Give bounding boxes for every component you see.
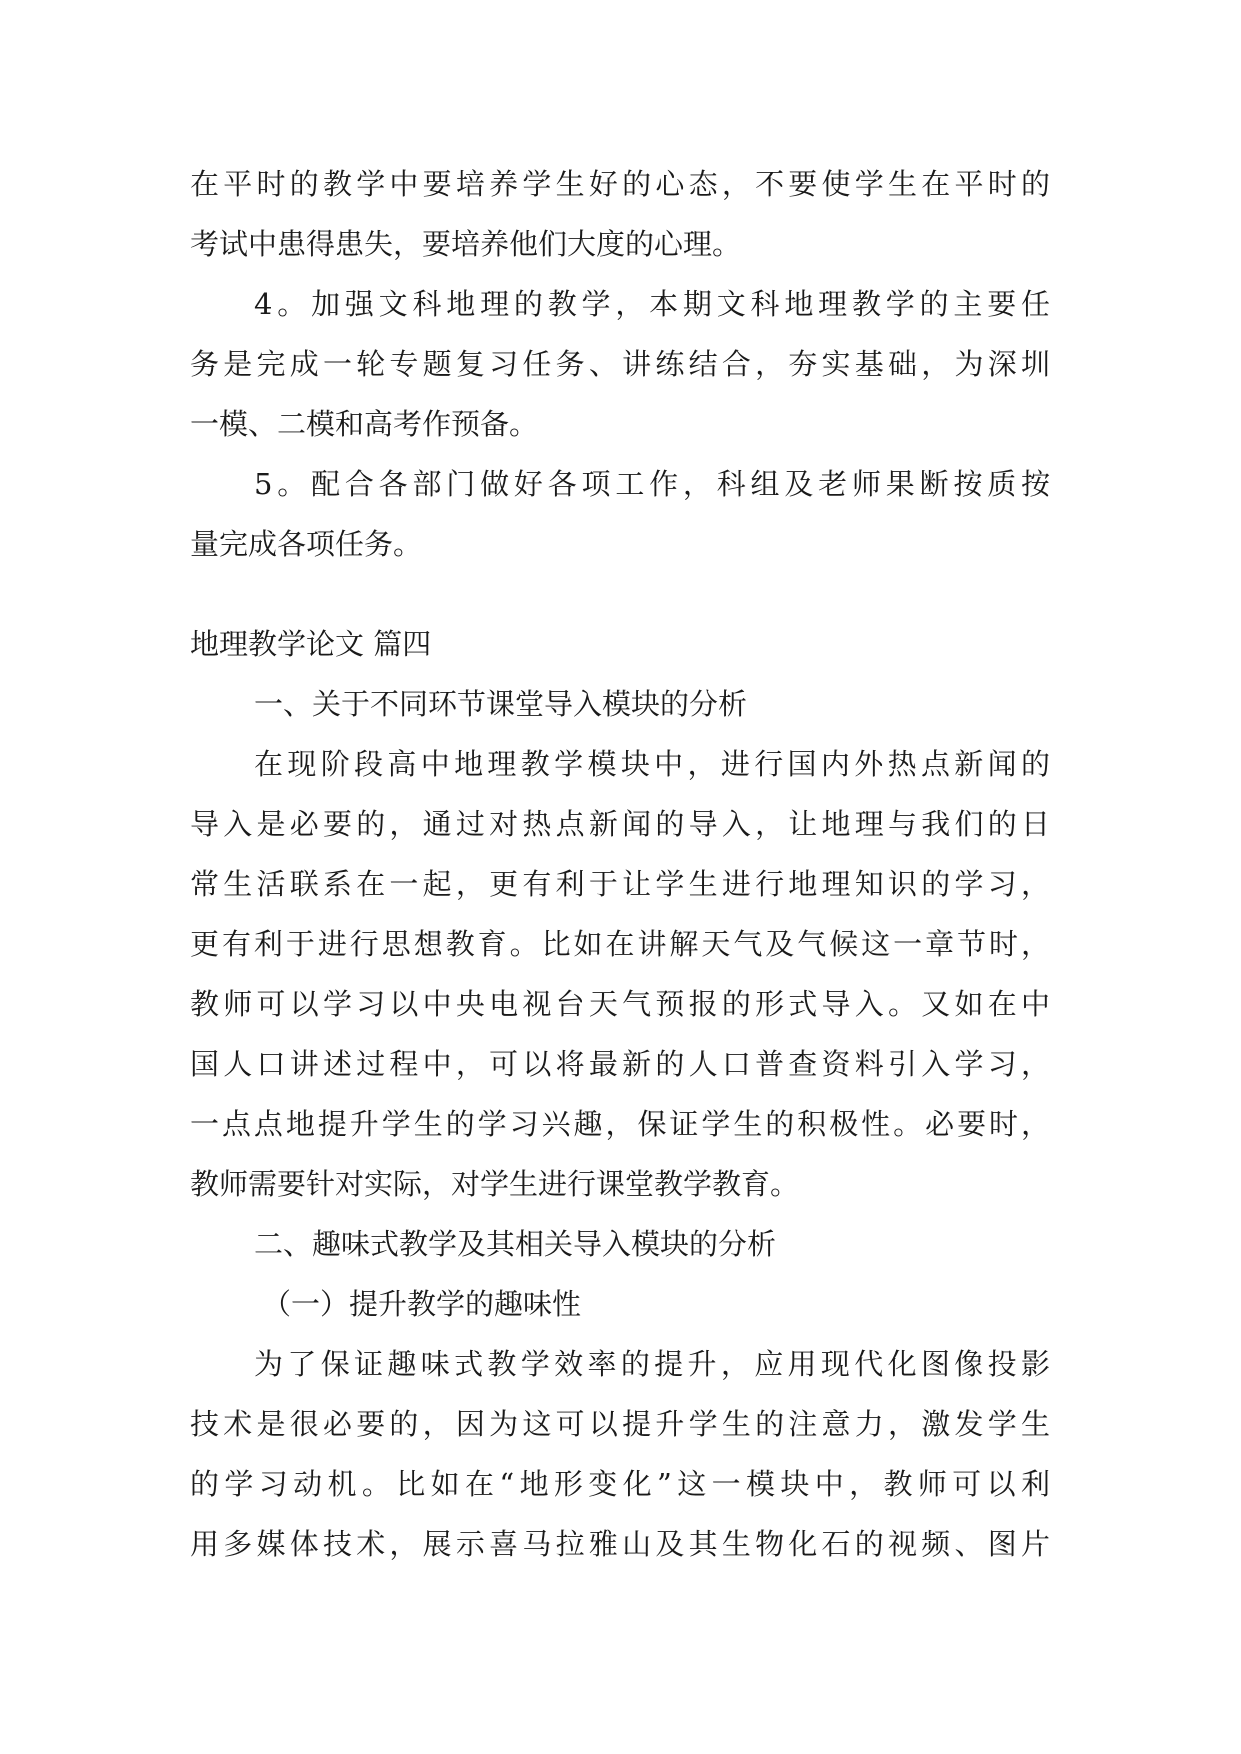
text-line: 常生活联系在一起，更有利于让学生进行地理知识的学习， xyxy=(190,867,1050,901)
text-line: 的学习动机。比如在“地形变化”这一模块中，教师可以利 xyxy=(190,1467,1050,1501)
text-line: 用多媒体技术，展示喜马拉雅山及其生物化石的视频、图片 xyxy=(190,1527,1050,1561)
text-line: 导入是必要的，通过对热点新闻的导入，让地理与我们的日 xyxy=(190,807,1050,841)
text-line: 4。加强文科地理的教学，本期文科地理教学的主要任 xyxy=(254,287,1050,321)
text-line: 考试中患得患失，要培养他们大度的心理。 xyxy=(190,227,742,261)
text-line: 务是完成一轮专题复习任务、讲练结合，夯实基础，为深圳 xyxy=(190,347,1050,381)
text-line: 技术是很必要的，因为这可以提升学生的注意力，激发学生 xyxy=(190,1407,1050,1441)
section-heading: 地理教学论文 篇四 xyxy=(190,627,432,661)
text-line: 5。配合各部门做好各项工作，科组及老师果断按质按 xyxy=(254,467,1050,501)
text-line: 教师可以学习以中央电视台天气预报的形式导入。又如在中 xyxy=(190,987,1050,1021)
text-line: 为了保证趣味式教学效率的提升，应用现代化图像投影 xyxy=(254,1347,1050,1381)
text-line: 在平时的教学中要培养学生好的心态，不要使学生在平时的 xyxy=(190,167,1050,201)
text-line: 一模、二模和高考作预备。 xyxy=(190,407,539,441)
subsection-heading: （一）提升教学的趣味性 xyxy=(262,1287,582,1321)
text-line: 更有利于进行思想教育。比如在讲解天气及气候这一章节时， xyxy=(190,927,1050,961)
text-line: 一点点地提升学生的学习兴趣，保证学生的积极性。必要时， xyxy=(190,1107,1050,1141)
text-line: 教师需要针对实际，对学生进行课堂教学教育。 xyxy=(190,1167,800,1201)
text-line: 量完成各项任务。 xyxy=(190,527,423,561)
subsection-heading: 一、关于不同环节课堂导入模块的分析 xyxy=(254,687,748,721)
text-line: 国人口讲述过程中，可以将最新的人口普查资料引入学习， xyxy=(190,1047,1050,1081)
subsection-heading: 二、趣味式教学及其相关导入模块的分析 xyxy=(254,1227,777,1261)
text-line: 在现阶段高中地理教学模块中，进行国内外热点新闻的 xyxy=(254,747,1050,781)
